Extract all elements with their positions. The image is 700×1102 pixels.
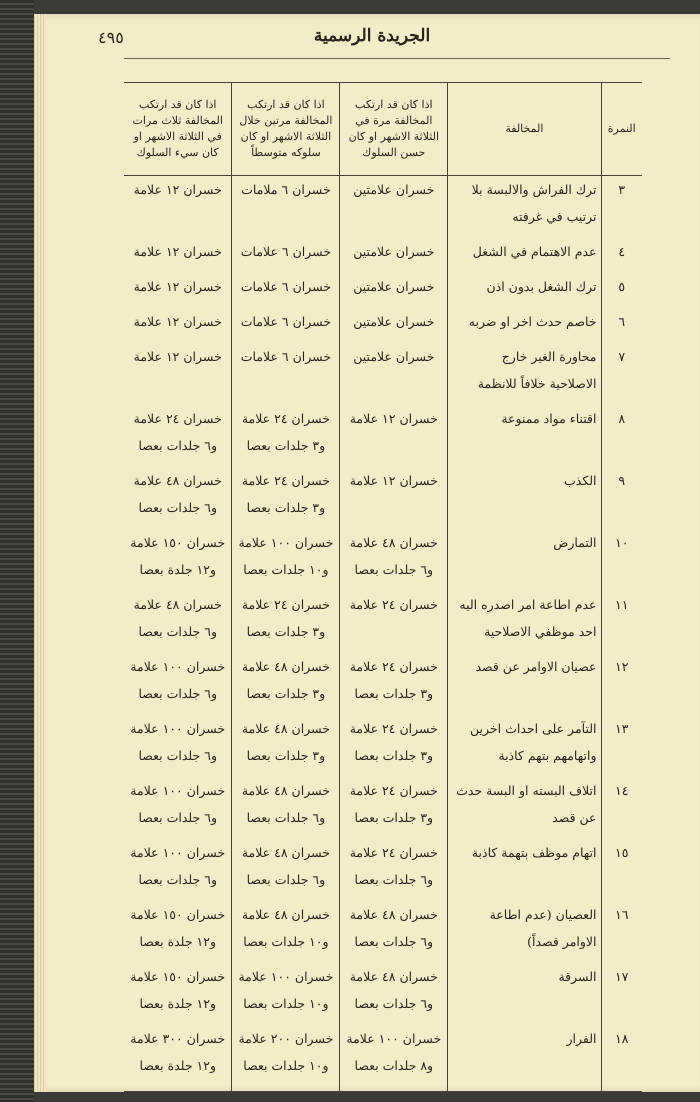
third-penalty-cell: خسران ١٠٠ علامة و٦ جلدات بعصا <box>124 653 232 715</box>
offense-cell: ترك الشغل بدون اذن <box>448 273 601 308</box>
header-third-offense: اذا كان قد ارتكب المخالفة ثلاث مرات في الثلاثة الاشهر او كان سيء السلوك <box>124 83 232 176</box>
offense-cell: ترك الفراش والالبسة بلا ترتيب في غرفته <box>448 176 601 239</box>
offense-cell: التمارض <box>448 529 601 591</box>
row-number: ١٣ <box>615 721 629 736</box>
first-penalty-cell: خسران علامتين <box>340 308 448 343</box>
row-number: ١٠ <box>615 535 629 550</box>
offense-cell: اتلاف البسته او البسة حدث عن قصد <box>448 777 601 839</box>
row-number: ١٥ <box>615 845 629 860</box>
offense-cell: العصيان (عدم اطاعة الاوامر قصداً) <box>448 901 601 963</box>
offense-cell: محاورة الغير خارج الاصلاحية خلافاً للانظمة <box>448 343 601 405</box>
offense-cell: خاصم حدث اخر او ضربه <box>448 308 601 343</box>
row-number: ١٢ <box>615 659 629 674</box>
third-penalty-cell: خسران ٤٨ علامة و٦ جلدات بعصا <box>124 591 232 653</box>
third-penalty-cell: خسران ٤٨ علامة و٦ جلدات بعصا <box>124 467 232 529</box>
row-number: ٥ <box>618 279 626 294</box>
third-penalty-cell: خسران ١٠٠ علامة و٦ جلدات بعصا <box>124 715 232 777</box>
first-penalty-cell: خسران ١٢ علامة <box>340 405 448 467</box>
page-edge <box>34 14 46 1092</box>
header-first-offense: اذا كان قد ارتكب المخالفة مرة في الثلاثة الاشهر او كان حسن السلوك <box>340 83 448 176</box>
page-header <box>74 22 670 58</box>
penalty-table <box>124 82 642 1092</box>
second-penalty-cell: خسران ١٠٠ علامة و١٠ جلدات بعصا <box>232 963 340 1025</box>
row-number: ١١ <box>615 597 629 612</box>
table-row <box>124 653 642 715</box>
second-penalty-cell: خسران ١٠٠ علامة و١٠ جلدات بعصا <box>232 529 340 591</box>
second-penalty-cell: خسران ٦ علامات <box>232 343 340 405</box>
first-penalty-cell: خسران علامتين <box>340 176 448 239</box>
third-penalty-cell: خسران ١٥٠ علامة و١٢ جلدة بعصا <box>124 963 232 1025</box>
third-penalty-cell: خسران ٣٠٠ علامة و١٢ جلدة بعصا <box>124 1025 232 1092</box>
table-row <box>124 176 642 239</box>
first-penalty-cell: خسران علامتين <box>340 273 448 308</box>
table-body <box>124 176 642 1092</box>
header-divider <box>124 58 670 59</box>
second-penalty-cell: خسران ٢٠٠ علامة و١٠ جلدات بعصا <box>232 1025 340 1092</box>
offense-cell: عدم الاهتمام في الشغل <box>448 238 601 273</box>
offense-cell: السرقة <box>448 963 601 1025</box>
table-row <box>124 467 642 529</box>
table-row <box>124 273 642 308</box>
offense-cell: التآمر على احداث اخرين واتهامهم بتهم كاذبة <box>448 715 601 777</box>
third-penalty-cell: خسران ١٥٠ علامة و١٢ جلدة بعصا <box>124 901 232 963</box>
row-number: ٧ <box>618 349 626 364</box>
header-offense: المخالفة <box>448 83 601 176</box>
table-row <box>124 308 642 343</box>
offense-cell: عصيان الاوامر عن قصد <box>448 653 601 715</box>
second-penalty-cell: خسران ٢٤ علامة و٣ جلدات بعصا <box>232 405 340 467</box>
table-row <box>124 777 642 839</box>
second-penalty-cell: خسران ٢٤ علامة و٣ جلدات بعصا <box>232 467 340 529</box>
third-penalty-cell: خسران ١٢ علامة <box>124 343 232 405</box>
row-number: ١٦ <box>615 907 629 922</box>
table-row <box>124 715 642 777</box>
second-penalty-cell: خسران ٤٨ علامة و٣ جلدات بعصا <box>232 653 340 715</box>
second-penalty-cell: خسران ٦ ملامات <box>232 176 340 239</box>
second-penalty-cell: خسران ٦ علامات <box>232 308 340 343</box>
second-penalty-cell: خسران ٤٨ علامة و٦ جلدات بعصا <box>232 777 340 839</box>
offense-cell: اتهام موظف بتهمة كاذبة <box>448 839 601 901</box>
row-number: ٨ <box>618 411 626 426</box>
gazette-title: الجريدة الرسمية <box>313 26 431 46</box>
third-penalty-cell: خسران ١٠٠ علامة و٦ جلدات بعصا <box>124 777 232 839</box>
first-penalty-cell: خسران ٤٨ علامة و٦ جلدات بعصا <box>340 529 448 591</box>
offense-cell: اقتناء مواد ممنوعة <box>448 405 601 467</box>
third-penalty-cell: خسران ١٢ علامة <box>124 308 232 343</box>
second-penalty-cell: خسران ٦ علامات <box>232 238 340 273</box>
third-penalty-cell: خسران ١٢ علامة <box>124 273 232 308</box>
third-penalty-cell: خسران ٢٤ علامة و٦ جلدات بعصا <box>124 405 232 467</box>
first-penalty-cell: خسران ٢٤ علامة و٣ جلدات بعصا <box>340 715 448 777</box>
book-binding <box>0 0 34 1102</box>
second-penalty-cell: خسران ٦ علامات <box>232 273 340 308</box>
row-number: ١٧ <box>615 969 629 984</box>
row-number: ٤ <box>618 244 626 259</box>
row-number: ٦ <box>618 314 626 329</box>
first-penalty-cell: خسران ٢٤ علامة و٦ جلدات بعصا <box>340 839 448 901</box>
table-header-row <box>124 83 642 176</box>
header-number: النمرة <box>601 83 642 176</box>
first-penalty-cell: خسران ٢٤ علامة <box>340 591 448 653</box>
first-penalty-cell: خسران ٢٤ علامة و٣ جلدات بعصا <box>340 777 448 839</box>
first-penalty-cell: خسران علامتين <box>340 343 448 405</box>
first-penalty-cell: خسران ١٢ علامة <box>340 467 448 529</box>
table-row <box>124 343 642 405</box>
row-number: ٣ <box>618 182 626 197</box>
table-row <box>124 1025 642 1092</box>
table-row <box>124 529 642 591</box>
offense-cell: الكذب <box>448 467 601 529</box>
table-row <box>124 591 642 653</box>
document-page <box>34 14 700 1092</box>
first-penalty-cell: خسران ٤٨ علامة و٦ جلدات بعصا <box>340 963 448 1025</box>
table-row <box>124 963 642 1025</box>
page-number: ٤٩٥ <box>98 28 124 47</box>
row-number: ٩ <box>618 473 626 488</box>
second-penalty-cell: خسران ٤٨ علامة و٦ جلدات بعصا <box>232 839 340 901</box>
second-penalty-cell: خسران ٤٨ علامة و١٠ جلدات بعصا <box>232 901 340 963</box>
first-penalty-cell: خسران ٢٤ علامة و٣ جلدات بعصا <box>340 653 448 715</box>
header-second-offense: اذا كان قد ارتكب المخالفة مرتين خلال الثلاثة الاشهر او كان سلوكه متوسطاً <box>232 83 340 176</box>
second-penalty-cell: خسران ٢٤ علامة و٣ جلدات بعصا <box>232 591 340 653</box>
table-row <box>124 839 642 901</box>
offense-cell: الفرار <box>448 1025 601 1092</box>
offense-cell: عدم اطاعة امر اصدره اليه احد موظفي الاصلاحية <box>448 591 601 653</box>
third-penalty-cell: خسران ١٢ علامة <box>124 238 232 273</box>
third-penalty-cell: خسران ١٥٠ علامة و١٢ جلدة بعصا <box>124 529 232 591</box>
third-penalty-cell: خسران ١٢ علامة <box>124 176 232 239</box>
second-penalty-cell: خسران ٤٨ علامة و٣ جلدات بعصا <box>232 715 340 777</box>
table-row <box>124 405 642 467</box>
table-row <box>124 901 642 963</box>
row-number: ١٨ <box>601 1025 642 1092</box>
first-penalty-cell: خسران ١٠٠ علامة و٨ جلدات بعصا <box>340 1025 448 1092</box>
table-row <box>124 238 642 273</box>
first-penalty-cell: خسران علامتين <box>340 238 448 273</box>
third-penalty-cell: خسران ١٠٠ علامة و٦ جلدات بعصا <box>124 839 232 901</box>
row-number: ١٤ <box>615 783 629 798</box>
first-penalty-cell: خسران ٤٨ علامة و٦ جلدات بعصا <box>340 901 448 963</box>
